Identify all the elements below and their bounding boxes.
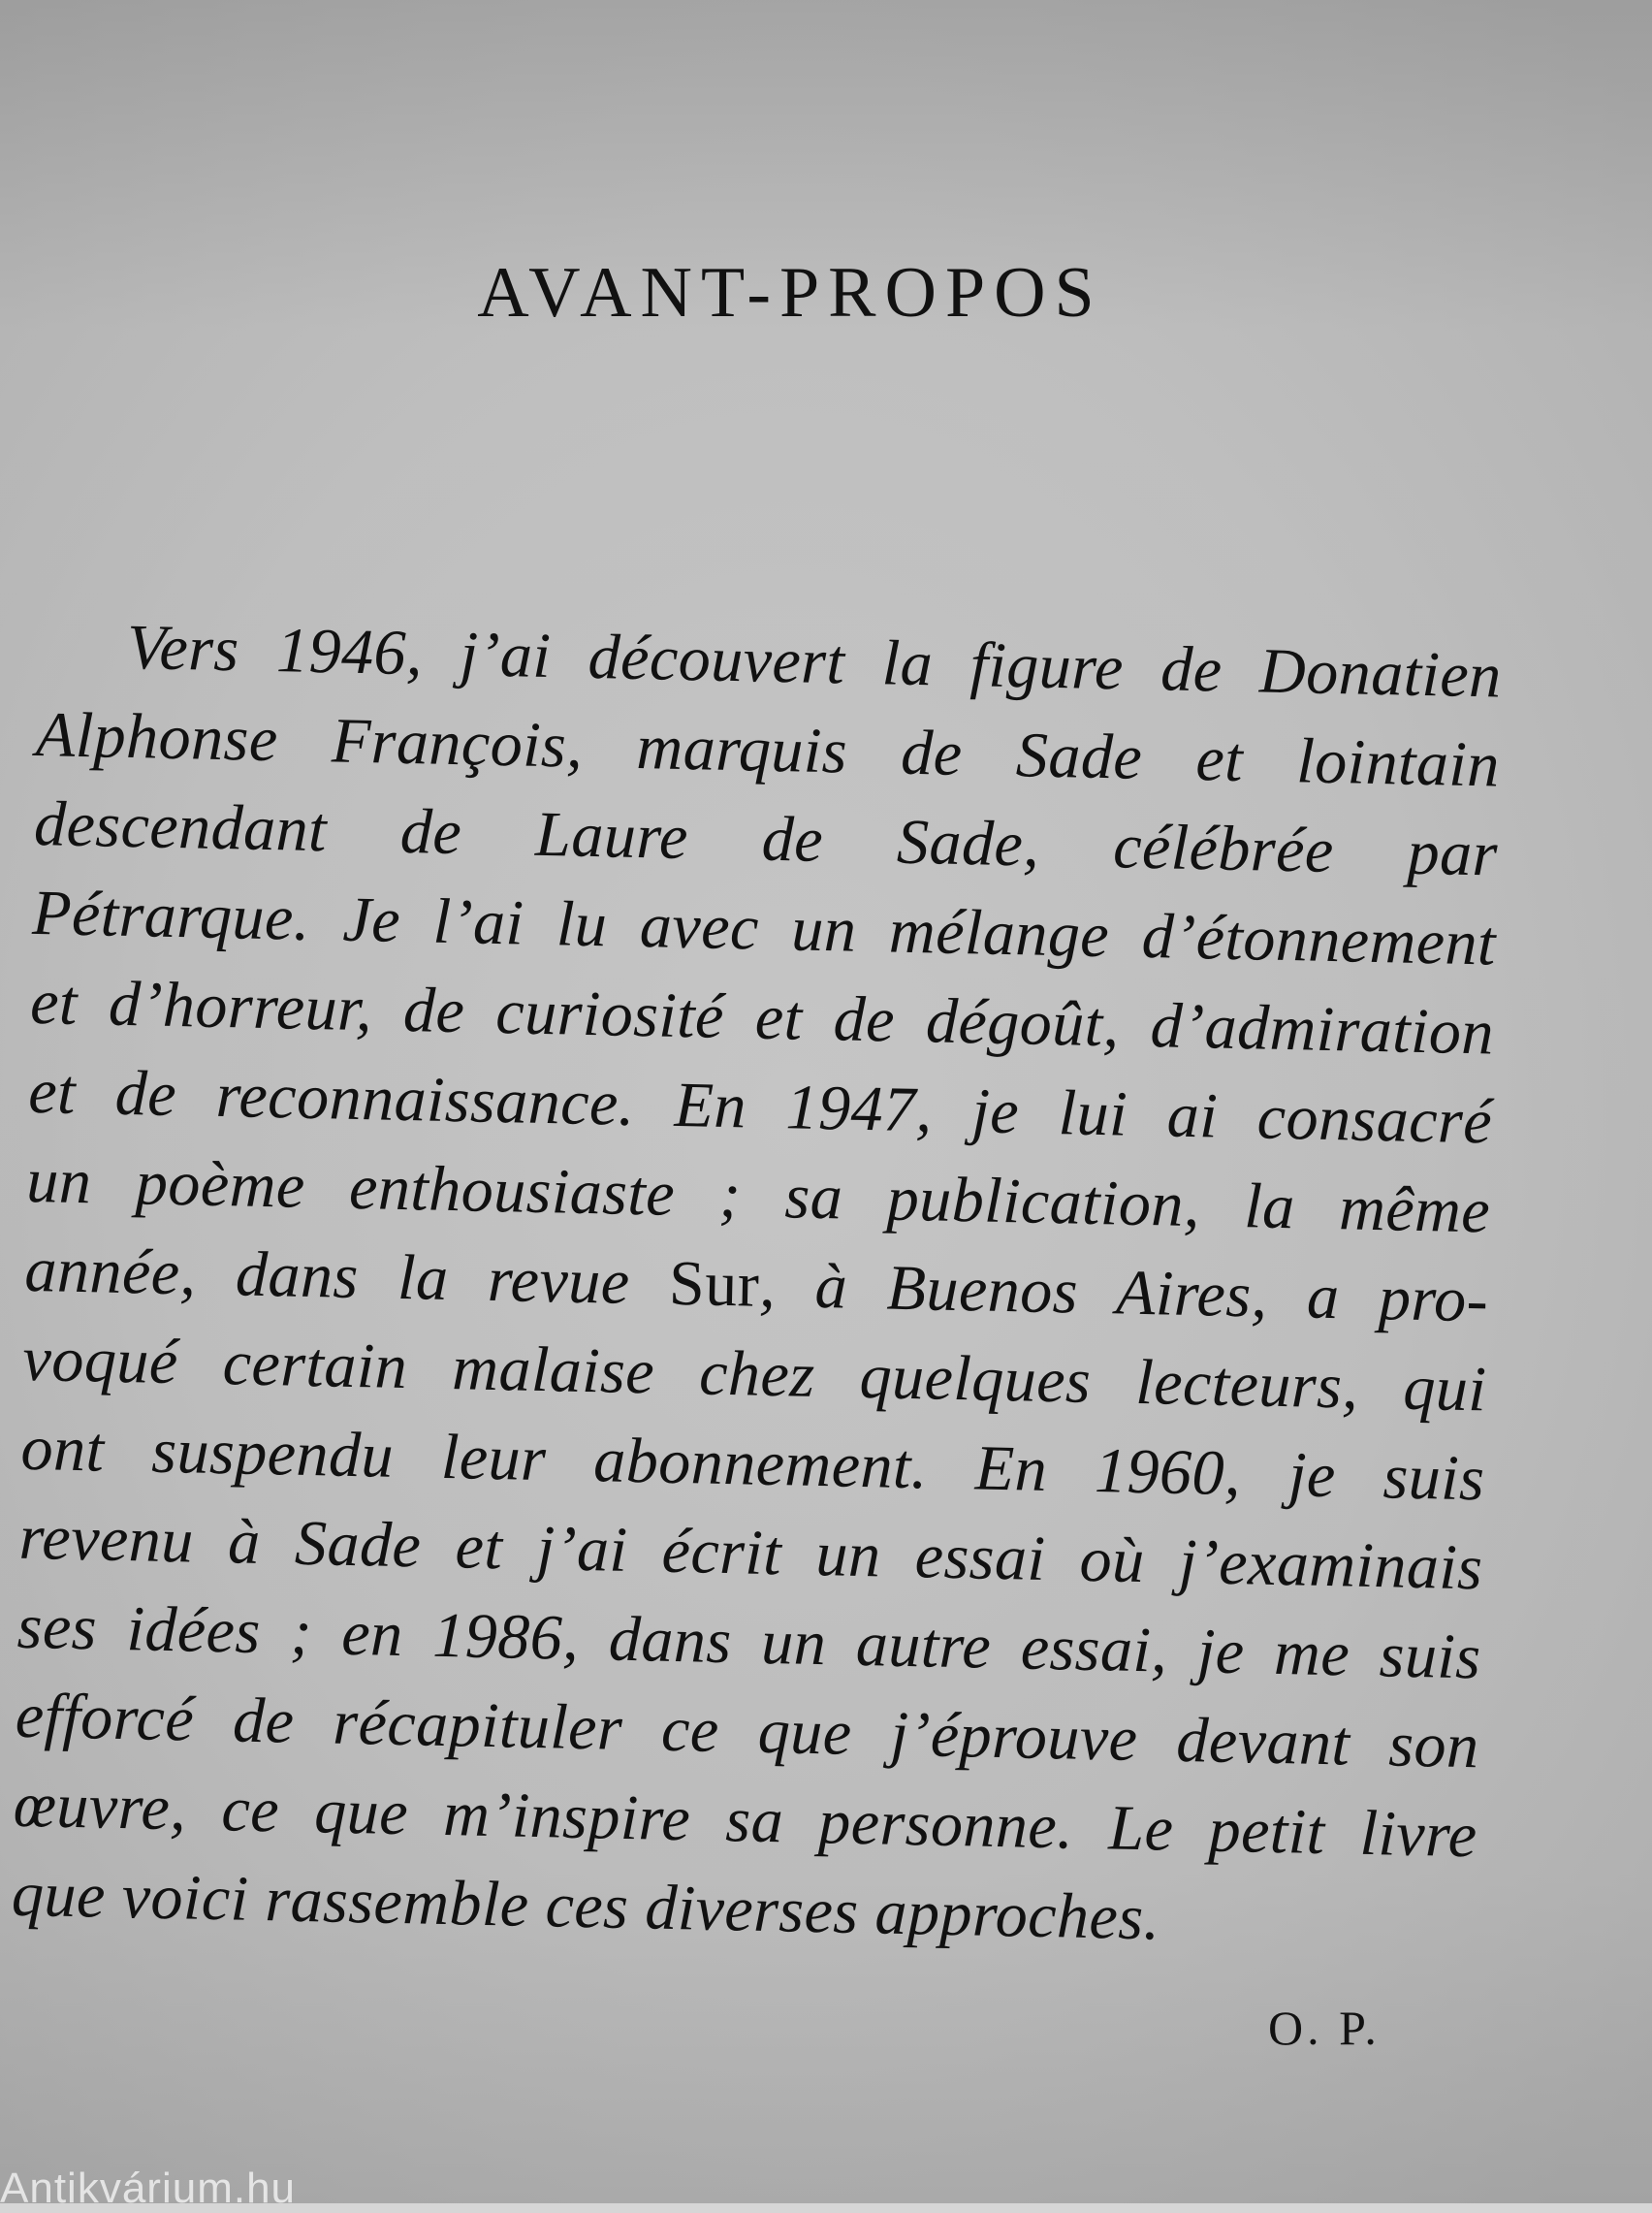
journal-name: Sur	[668, 1247, 761, 1321]
paragraph-line-14: œuvre, ce que m’inspire sa personne. Le petit livre	[13, 1769, 1478, 1872]
paragraph-line-5: et d’horreur, de curiosité et de dégoût, d’admiration	[29, 966, 1495, 1069]
author-signature: O. P.	[1268, 2001, 1381, 2055]
paragraph-line-1: Vers 1946, j’ai découvert la figure de Donatien	[126, 611, 1503, 712]
foreword-paragraph	[11, 601, 1503, 1970]
watermark: Antikvárium.hu	[0, 2165, 297, 2212]
paragraph-line-2: Alphonse François, marquis de Sade et lointain	[35, 698, 1501, 801]
paragraph-line-8-start: année, dans la revue	[23, 1234, 670, 1319]
paragraph-line-9: voqué certain malaise chez quelques lecteurs, qui	[21, 1323, 1488, 1426]
paragraph-line-12: ses idées ; en 1986, dans un autre essai, je me suis	[16, 1590, 1482, 1693]
paragraph-line-3: descendant de Laure de Sade, célébrée par	[33, 787, 1499, 890]
paragraph-line-10: ont suspendu leur abonnement. En 1960, je suis	[19, 1412, 1486, 1515]
paragraph-line-11: revenu à Sade et j’ai écrit un essai où j’examinais	[18, 1501, 1484, 1604]
paragraph-line-8-end: , à Buenos Aires, a pro-	[758, 1249, 1489, 1336]
paragraph-line-13: efforcé de récapituler ce que j’éprouve devant son	[15, 1680, 1480, 1782]
paragraph-line-4: Pétrarque. Je l’ai lu avec un mélange d’étonnement	[31, 877, 1497, 979]
paragraph-line-6: et de reconnaissance. En 1947, je lui ai consacré	[27, 1055, 1493, 1158]
paragraph-line-7: un poème enthousiaste ; sa publication, la même	[25, 1144, 1491, 1247]
page-title: AVANT-PROPOS	[477, 253, 1103, 333]
paragraph-line-15: que voici rassemble ces diverses approches.	[11, 1858, 1161, 1954]
